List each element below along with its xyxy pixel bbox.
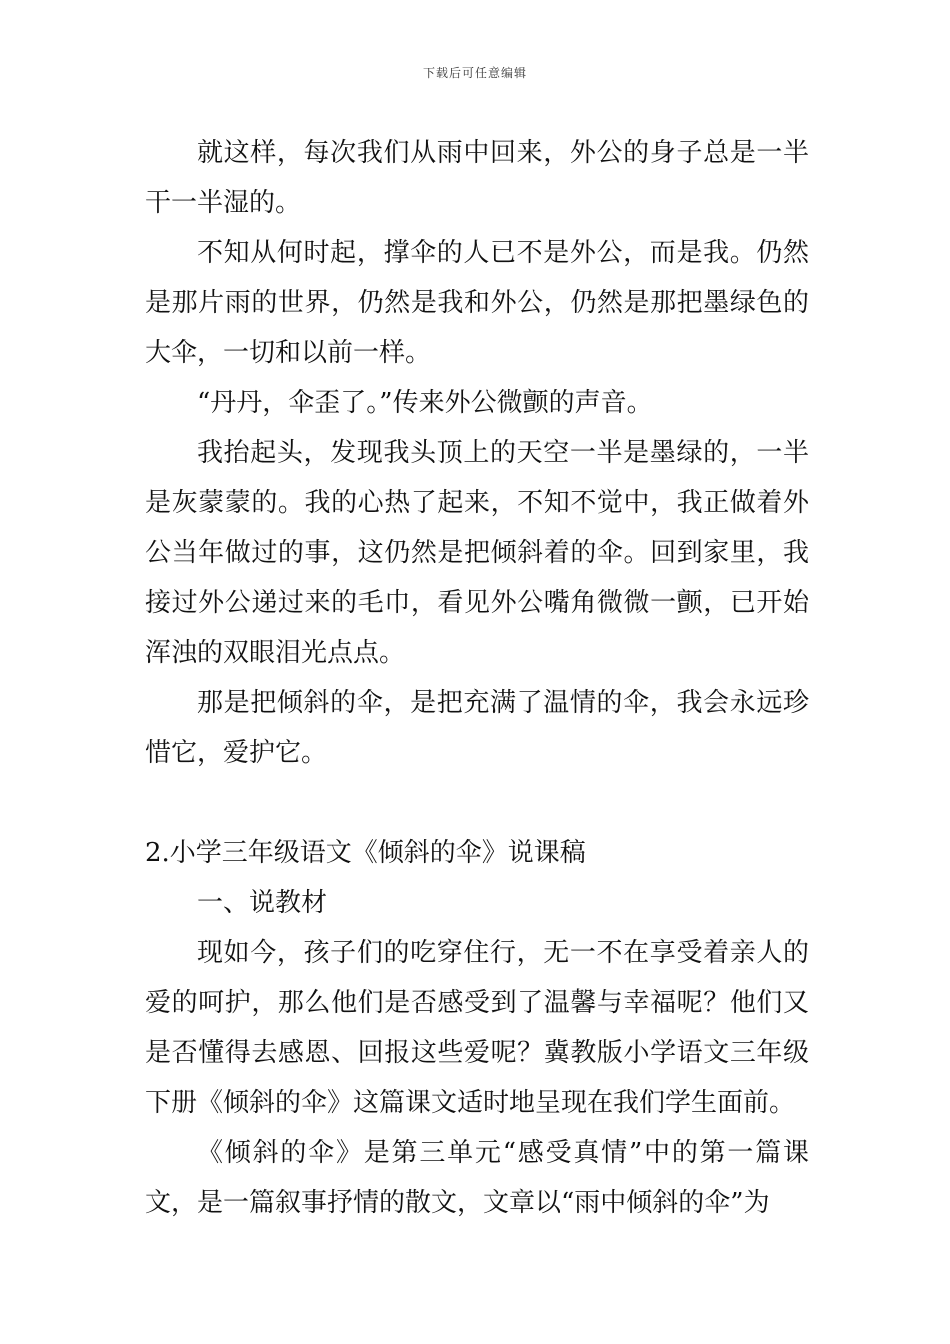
page-header: 下载后可任意编辑 (422, 66, 527, 80)
paragraph-5: 那是把倾斜的伞，是把充满了温情的伞，我会永远珍惜它，爱护它。 (145, 688, 809, 768)
paragraph-6: 现如今，孩子们的吃穿住行，无一不在享受着亲人的爱的呵护，那么他们是否感受到了温馨与幸福呢？他们又是否懂得去感恩、回报这些爱呢？冀教版小学语文三年级下册《倾斜的伞》这篇课文适时地呈现在我们学生面前。 (145, 938, 809, 1118)
paragraph-3: “丹丹，伞歪了。”传来外公微颤的声音。 (197, 388, 653, 418)
paragraph-4: 我抬起头，发现我头顶上的天空一半是墨绿的，一半是灰蒙蒙的。我的心热了起来，不知不觉中，我正做着外公当年做过的事，这仍然是把倾斜着的伞。回到家里，我接过外公递过来的毛巾，看见外公嘴角微微一颤，已开始浑浊的双眼泪光点点。 (145, 438, 809, 668)
section-title: 2.小学三年级语文《倾斜的伞》说课稿 (145, 838, 586, 868)
paragraph-2: 不知从何时起，撑伞的人已不是外公，而是我。仍然是那片雨的世界，仍然是我和外公，仍然是那把墨绿色的大伞，一切和以前一样。 (145, 238, 809, 368)
section-gap (145, 778, 809, 828)
paragraph-7: 《倾斜的伞》是第三单元“感受真情”中的第一篇课文，是一篇叙事抒情的散文，文章以“雨中倾斜的伞”为 (145, 1138, 809, 1218)
paragraph-1: 就这样，每次我们从雨中回来，外公的身子总是一半干一半湿的。 (145, 138, 809, 218)
document-body (145, 128, 809, 1228)
subsection-title: 一、说教材 (197, 888, 328, 918)
